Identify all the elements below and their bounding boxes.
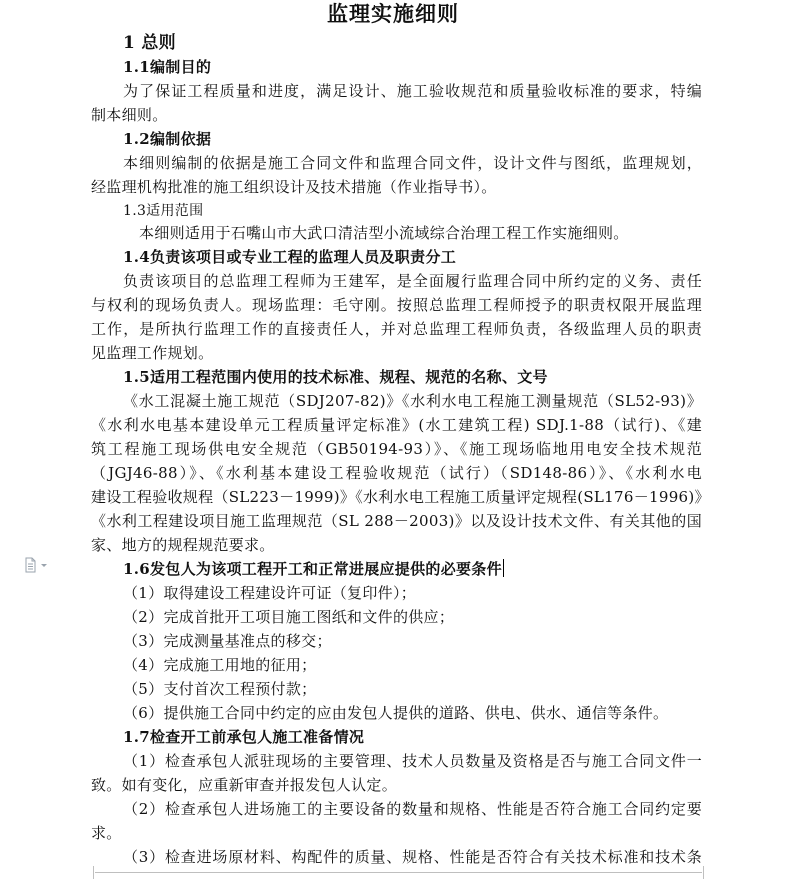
paragraph-line: 本细则编制的依据是施工合同文件和监理合同文件，设计文件与图纸，监理规划， [123, 154, 702, 172]
heading-1-4: 1.4负责该项目或专业工程的监理人员及职责分工 [123, 248, 456, 266]
paragraph-line: 本细则适用于石嘴山市大武口清洁型小流域综合治理工程工作实施细则。 [139, 224, 629, 242]
document-options-icon[interactable] [24, 557, 48, 573]
heading-1-3: 1.3适用范围 [123, 203, 204, 219]
paragraph-line: 筑工程施工现场供电安全规范（GB50194-93）》、《施工现场临地用电安全技术规范 [91, 440, 702, 458]
heading-1-1: 1.1编制目的 [123, 58, 212, 76]
heading-1: 1 总则 [123, 33, 176, 53]
paragraph-line: 《水工混凝土施工规范（SDJ207-82)》《水利水电工程施工测量规范（SL52-93)》 [123, 392, 702, 410]
crop-mark [703, 866, 704, 879]
paragraph-line: （JGJ46-88）》、《水利基本建设工程验收规范（试行）（SD148-86）》、《水利水电 [91, 464, 702, 482]
heading-1-6-text: 1.6发包人为该项工程开工和正常进展应提供的必要条件 [123, 560, 502, 578]
list-item: （5）支付首次工程预付款； [123, 680, 317, 698]
text-cursor [503, 559, 504, 577]
paragraph-line: （2）检查承包人进场施工的主要设备的数量和规格、性能是否符合施工合同约定要 [123, 800, 702, 818]
paragraph-line: 建设工程验收规程（SL223－1999)》《水利水电工程施工质量评定规程(SL176－1996)》 [91, 488, 710, 506]
heading-1-2: 1.2编制依据 [123, 130, 212, 148]
page-bottom-rule [95, 872, 702, 873]
document-options-icon-graphic [24, 557, 48, 573]
paragraph-line: 经监理机构批准的施工组织设计及技术措施（作业指导书）。 [91, 178, 497, 196]
crop-mark [93, 866, 94, 879]
list-item: （3）完成测量基准点的移交； [123, 632, 332, 650]
list-item: （1）取得建设工程建设许可证（复印件）； [123, 584, 417, 602]
list-item: （4）完成施工用地的征用； [123, 656, 317, 674]
heading-1-7: 1.7检查开工前承包人施工准备情况 [123, 728, 365, 746]
paragraph-line: 《水利水电基本建设单元工程质量评定标准》(水工建筑工程) SDJ.1-88（试行)、《建 [91, 416, 702, 434]
list-item: （2）完成首批开工项目施工图纸和文件的供应； [123, 608, 455, 626]
heading-1-6 [123, 557, 504, 581]
paragraph-line: （1）检查承包人派驻现场的主要管理、技术人员数量及资格是否与施工合同文件一 [123, 752, 702, 770]
paragraph-line: 家、地方的规程规范要求。 [91, 536, 275, 554]
paragraph-line: 与权利的现场负责人。现场监理：毛守刚。按照总监理工程师授予的职责权限开展监理 [91, 296, 702, 314]
paragraph-line: 负责该项目的总监理工程师为王建军，是全面履行监理合同中所约定的义务、责任 [123, 272, 702, 290]
paragraph-line: 致。如有变化，应重新审查并报发包人认定。 [91, 776, 398, 794]
paragraph-line: 见监理工作规划。 [91, 344, 214, 362]
paragraph-line: 工作，是所执行监理工作的直接责任人，并对总监理工程师负责，各级监理人员的职责 [91, 320, 702, 338]
paragraph-line: 求。 [91, 824, 122, 842]
heading-1-5: 1.5适用工程范围内使用的技术标准、规程、规范的名称、文号 [123, 368, 548, 386]
paragraph-line: 为了保证工程质量和进度，满足设计、施工验收规范和质量验收标准的要求，特编 [123, 82, 702, 100]
paragraph-line: 制本细则。 [91, 106, 168, 124]
paragraph-line: 《水利工程建设项目施工监理规范（SL 288－2003)》以及设计技术文件、有关其他的国 [91, 512, 702, 530]
document-title: 监理实施细则 [327, 1, 459, 26]
paragraph-line: （3）检查进场原材料、构配件的质量、规格、性能是否符合有关技术标准和技术条 [123, 848, 702, 866]
list-item: （6）提供施工合同中约定的应由发包人提供的道路、供电、供水、通信等条件。 [123, 704, 669, 722]
